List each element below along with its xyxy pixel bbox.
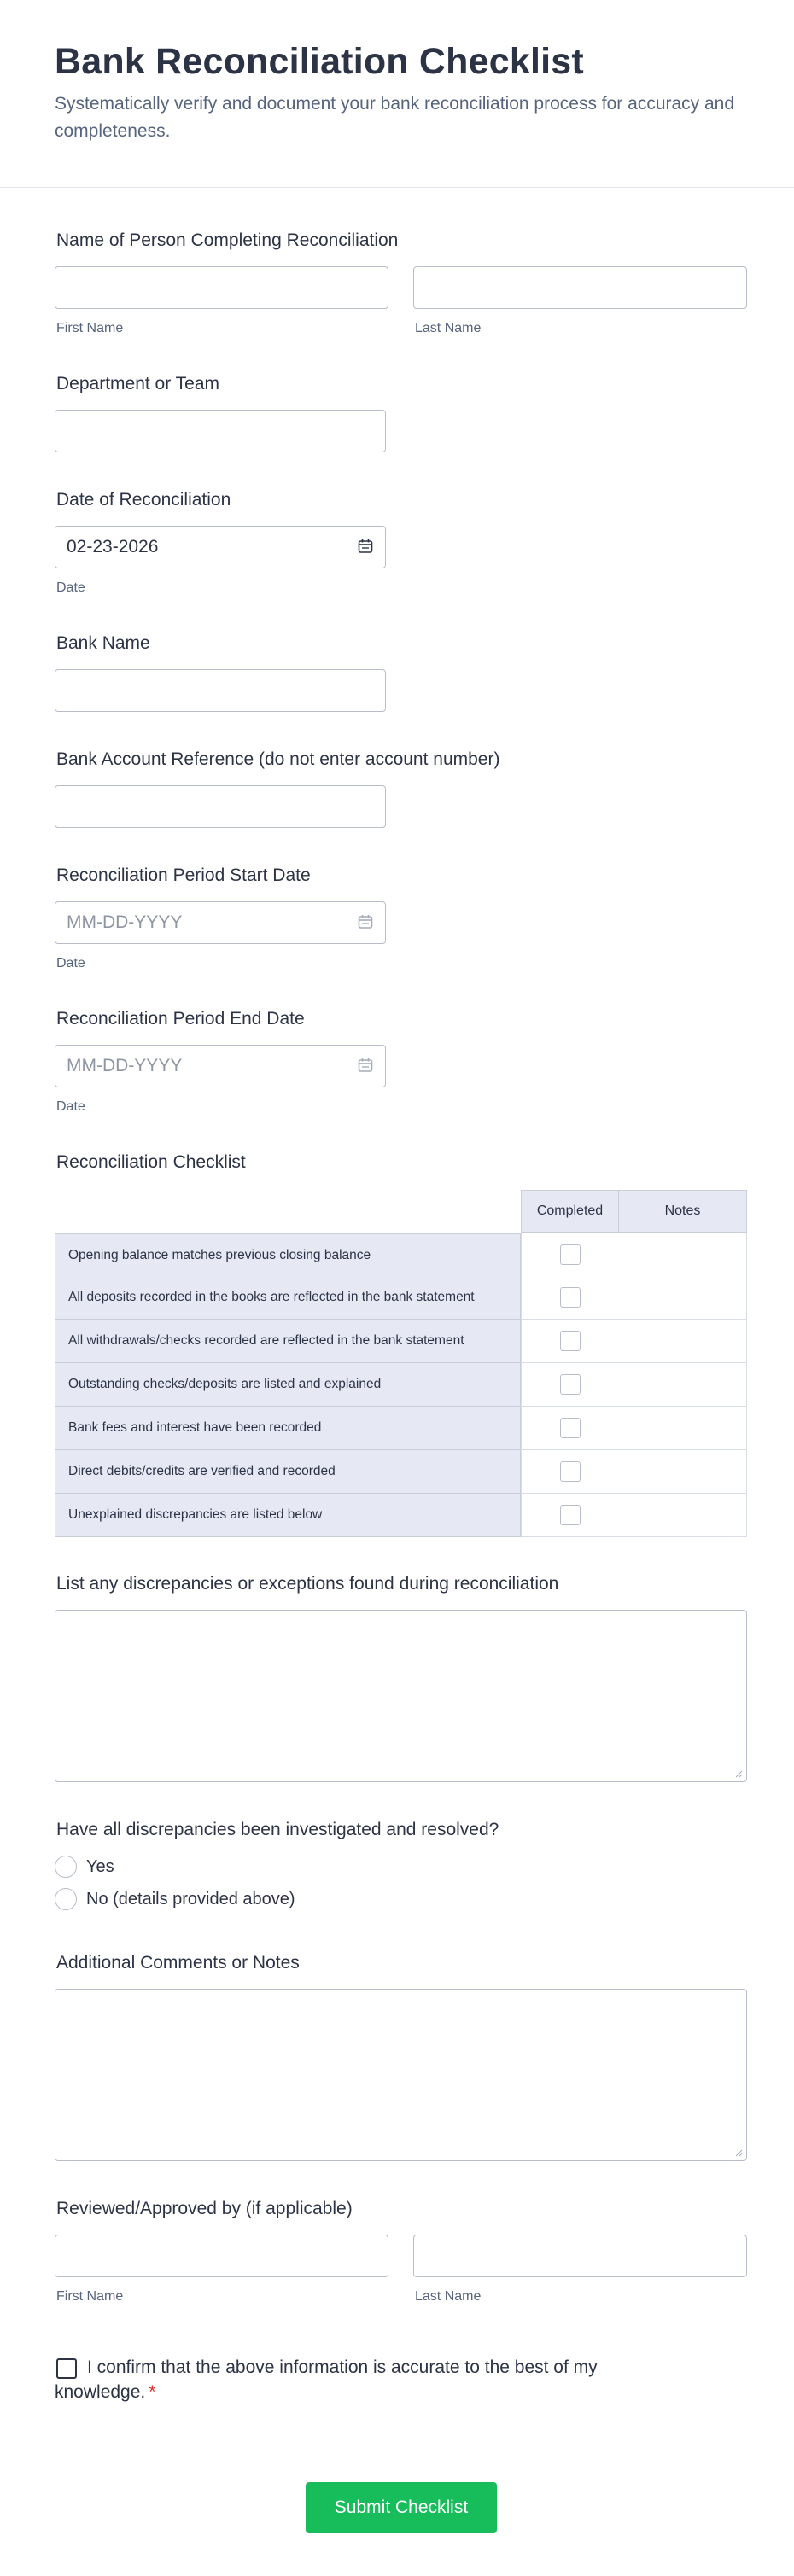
period-end-sublabel: Date	[56, 1099, 85, 1114]
completed-cell	[521, 1450, 619, 1494]
checklist-row	[55, 1276, 747, 1320]
completed-checkbox[interactable]	[560, 1418, 581, 1438]
completed-checkbox[interactable]	[560, 1374, 581, 1395]
reviewer-first-name-input[interactable]	[55, 2235, 388, 2277]
calendar-icon[interactable]	[358, 539, 373, 554]
person-first-name-sublabel: First Name	[56, 321, 124, 335]
required-asterisk: *	[149, 2382, 156, 2402]
form-footer	[0, 2451, 794, 2576]
period-end-placeholder: MM-DD-YYYY	[67, 1056, 183, 1075]
department-label: Department or Team	[56, 374, 220, 393]
checklist-row	[55, 1450, 747, 1494]
completed-checkbox[interactable]	[560, 1287, 581, 1308]
resolved-option-yes[interactable]	[55, 1856, 311, 1880]
checklist-label: Reconciliation Checklist	[56, 1152, 246, 1172]
radio-button[interactable]	[55, 1856, 77, 1878]
recon-date-label: Date of Reconciliation	[56, 490, 231, 510]
notes-cell[interactable]	[618, 1276, 747, 1320]
reviewer-first-name-sublabel: First Name	[56, 2289, 124, 2304]
checklist-row	[55, 1233, 747, 1276]
person-last-name-sublabel: Last Name	[415, 321, 482, 335]
discrepancies-label: List any discrepancies or exceptions found during reconciliation	[56, 1574, 559, 1594]
account-ref-label: Bank Account Reference (do not enter account number)	[56, 749, 500, 769]
resize-grip-icon[interactable]	[734, 1769, 743, 1778]
completed-cell	[521, 1363, 619, 1407]
radio-label: Yes	[86, 1857, 114, 1876]
notes-cell[interactable]	[618, 1494, 747, 1537]
period-start-placeholder: MM-DD-YYYY	[67, 912, 183, 932]
completed-cell	[521, 1276, 619, 1320]
notes-cell[interactable]	[618, 1320, 747, 1363]
completed-checkbox[interactable]	[560, 1505, 581, 1525]
notes-cell[interactable]	[618, 1363, 747, 1407]
period-end-label: Reconciliation Period End Date	[56, 1009, 305, 1029]
confirm-text: I confirm that the above information is accurate to the best of my knowledge.	[55, 2357, 598, 2402]
completed-cell	[521, 1494, 619, 1537]
period-start-label: Reconciliation Period Start Date	[56, 865, 311, 885]
resolved-label: Have all discrepancies been investigated and resolved?	[56, 1820, 499, 1839]
notes-cell[interactable]	[618, 1233, 747, 1277]
period-start-input[interactable]	[55, 901, 386, 944]
completed-cell	[521, 1407, 619, 1450]
column-header-completed: Completed	[521, 1190, 619, 1233]
completed-cell	[521, 1320, 619, 1363]
checklist-row-label: Bank fees and interest have been recorded	[55, 1407, 521, 1450]
checklist-row-label: Unexplained discrepancies are listed below	[55, 1494, 521, 1537]
comments-label: Additional Comments or Notes	[56, 1953, 300, 1973]
resolved-option-no[interactable]	[55, 1888, 362, 1912]
completed-checkbox[interactable]	[560, 1461, 581, 1482]
bank-name-label: Bank Name	[56, 633, 150, 653]
recon-date-input[interactable]	[55, 526, 386, 568]
checklist-row-label: All deposits recorded in the books are reflected in the bank statement	[55, 1276, 521, 1320]
calendar-icon[interactable]	[358, 914, 373, 930]
person-first-name-input[interactable]	[55, 266, 388, 309]
resize-grip-icon[interactable]	[734, 2148, 743, 2157]
bank-name-input[interactable]	[55, 669, 386, 712]
recon-date-sublabel: Date	[56, 580, 85, 595]
column-header-notes: Notes	[618, 1190, 747, 1233]
checklist-row-label: Outstanding checks/deposits are listed and explained	[55, 1363, 521, 1407]
checklist-row	[55, 1407, 747, 1450]
department-input[interactable]	[55, 410, 386, 452]
checklist-row-label: Opening balance matches previous closing balance	[55, 1233, 521, 1277]
reviewer-last-name-input[interactable]	[413, 2235, 747, 2277]
checklist-row-label: Direct debits/credits are verified and recorded	[55, 1450, 521, 1494]
recon-date-value: 02-23-2026	[67, 537, 159, 557]
reviewer-last-name-sublabel: Last Name	[415, 2289, 482, 2304]
checklist-row-label: All withdrawals/checks recorded are reflected in the bank statement	[55, 1320, 521, 1363]
radio-button[interactable]	[55, 1888, 77, 1910]
checklist-row	[55, 1494, 747, 1537]
reviewer-label: Reviewed/Approved by (if applicable)	[56, 2199, 353, 2218]
form-header	[0, 0, 794, 188]
notes-cell[interactable]	[618, 1450, 747, 1494]
confirm-label	[55, 2355, 652, 2404]
period-end-input[interactable]	[55, 1045, 386, 1087]
radio-label: No (details provided above)	[86, 1890, 295, 1909]
discrepancies-textarea[interactable]	[55, 1610, 747, 1782]
person-name-label: Name of Person Completing Reconciliation	[56, 230, 399, 250]
form-title: Bank Reconciliation Checklist	[55, 41, 584, 82]
completed-checkbox[interactable]	[560, 1244, 581, 1265]
calendar-icon[interactable]	[358, 1058, 373, 1073]
completed-checkbox[interactable]	[560, 1331, 581, 1351]
checklist-row	[55, 1363, 747, 1407]
comments-textarea[interactable]	[55, 1989, 747, 2161]
notes-cell[interactable]	[618, 1407, 747, 1450]
completed-cell	[521, 1233, 619, 1277]
person-last-name-input[interactable]	[413, 266, 747, 309]
checklist-row	[55, 1320, 747, 1363]
submit-button[interactable]: Submit Checklist	[306, 2482, 497, 2533]
period-start-sublabel: Date	[56, 956, 85, 970]
account-ref-input[interactable]	[55, 785, 386, 828]
form-subtitle: Systematically verify and document your bank reconciliation process for accuracy and completeness.	[55, 94, 735, 141]
